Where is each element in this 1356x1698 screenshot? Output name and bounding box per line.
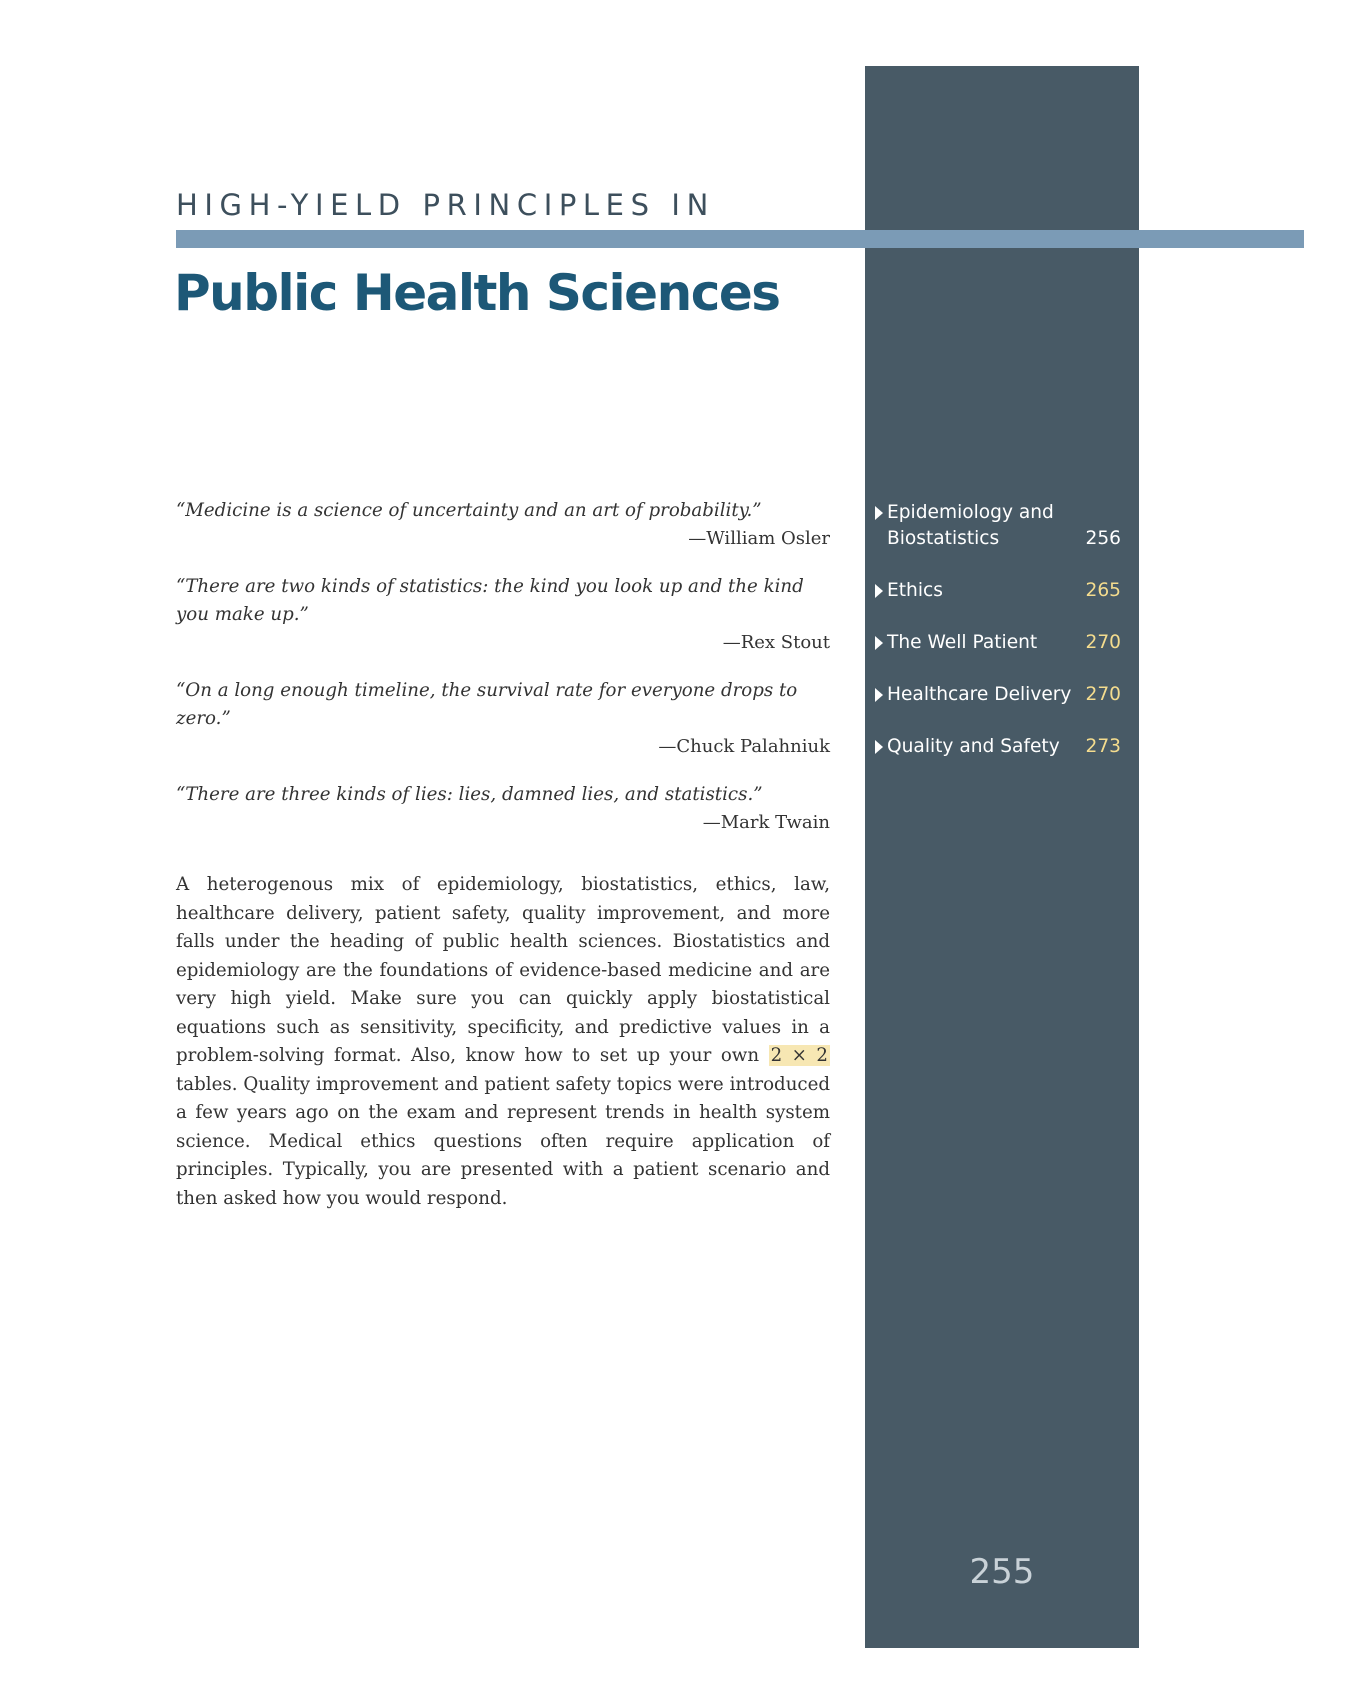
title-rule	[176, 230, 1304, 248]
quote-text: “There are three kinds of lies: lies, damned lies, and statistics.”	[176, 784, 763, 805]
intro-text: A heterogenous mix of epidemiology, biostatistics, ethics, law, healthcare delivery, patient safety, quality improvement, and more falls under the heading of public health sciences. Biostatistics and epidemiology are the foundations of evidence-based medicine and are very high yield. Make sure you can quickly apply biostatistical equations such as sensitivity, specificity, and predictive values in a problem-solving format. Also, know how to set up your own	[176, 874, 830, 1066]
quote	[176, 781, 830, 837]
chapter-title: Public Health Sciences	[174, 264, 780, 322]
toc-item-healthcare-delivery[interactable]	[875, 682, 1121, 708]
toc-item-ethics[interactable]	[875, 578, 1121, 604]
quote-text: “On a long enough timeline, the survival rate for everyone drops to zero.”	[176, 680, 798, 729]
toc-page-number: 270	[1085, 684, 1121, 705]
toc-label: The Well Patient	[887, 632, 1038, 653]
toc-label: Quality and Safety	[887, 736, 1060, 757]
page-number: 255	[969, 1552, 1035, 1592]
quote-author: —Chuck Palahniuk	[658, 736, 830, 757]
chapter-kicker: HIGH-YIELD PRINCIPLES IN	[176, 188, 715, 222]
toc-label: Epidemiology and Biostatistics	[887, 502, 1054, 549]
quote	[176, 677, 830, 761]
toc-label: Ethics	[887, 580, 943, 601]
epigraph-quotes	[176, 497, 830, 857]
quote-author: —Rex Stout	[722, 632, 830, 653]
triangle-right-icon	[875, 688, 883, 702]
triangle-right-icon	[875, 584, 883, 598]
triangle-right-icon	[875, 740, 883, 754]
table-of-contents	[875, 500, 1121, 786]
quote-text: “Medicine is a science of uncertainty and an art of probability.”	[176, 500, 762, 521]
intro-text: tables. Quality improvement and patient safety topics were introduced a few years ago on the exam and represent trends in health system science. Medical ethics questions often require application of principles. Typically, you are presented with a patient scenario and then asked how you would respond.	[176, 1073, 830, 1209]
toc-item-quality-and-safety[interactable]	[875, 734, 1121, 760]
quote-author: —William Osler	[688, 528, 830, 549]
triangle-right-icon	[875, 506, 883, 520]
toc-page-number: 273	[1085, 736, 1121, 757]
quote	[176, 497, 830, 553]
highlighted-term: 2 × 2	[770, 1045, 828, 1066]
toc-page-number: 270	[1085, 632, 1121, 653]
toc-item-epidemiology-and-biostatistics[interactable]	[875, 500, 1121, 552]
triangle-right-icon	[875, 636, 883, 650]
toc-item-the-well-patient[interactable]	[875, 630, 1121, 656]
toc-page-number: 256	[1085, 528, 1121, 549]
toc-label: Healthcare Delivery	[887, 684, 1072, 705]
quote-text: “There are two kinds of statistics: the kind you look up and the kind you make up.”	[176, 576, 804, 625]
quote-author: —Mark Twain	[702, 812, 830, 833]
quote	[176, 573, 830, 657]
intro-paragraph	[176, 871, 830, 1213]
chapter-sidebar	[865, 66, 1139, 1648]
toc-page-number: 265	[1085, 580, 1121, 601]
